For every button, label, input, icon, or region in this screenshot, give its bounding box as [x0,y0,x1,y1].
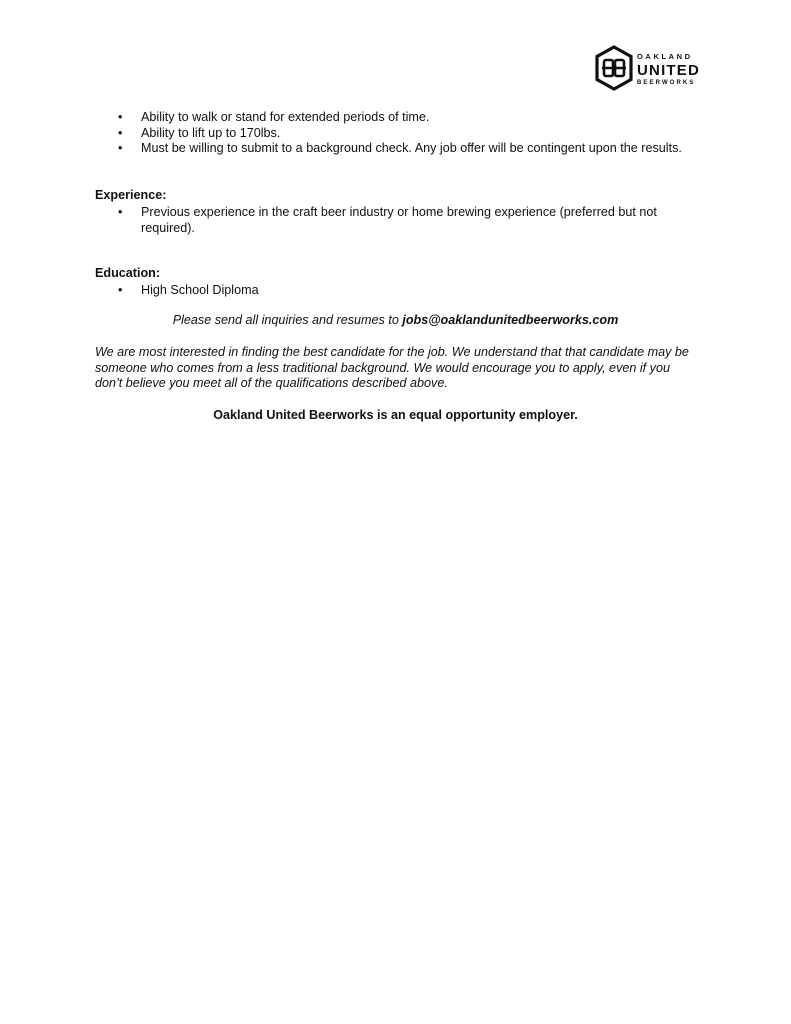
requirements-section [0,110,791,157]
experience-list [0,205,791,236]
requirements-list [0,110,791,157]
requirement-text: Must be willing to submit to a background check. Any job offer will be contingent upon the results. [141,141,682,155]
closing-paragraph: We are most interested in finding the best candidate for the job. We understand that that candidate may be someone who comes from a less traditional background. We would encourage you to apply, even if you don’t believe you meet all of the qualifications described above. [95,345,689,390]
contact-email-link[interactable]: jobs@oaklandunitedbeerworks.com [402,313,619,327]
bullet-icon: • [118,110,123,124]
education-text: High School Diploma [141,283,259,297]
experience-section [0,205,791,236]
requirement-text: Ability to walk or stand for extended periods of time. [141,110,430,124]
company-logo [594,45,706,91]
logo-wordmark [637,53,703,86]
bullet-icon: • [118,205,123,219]
bullet-icon: • [118,283,123,297]
bullet-icon: • [118,125,123,140]
list-item [0,126,701,142]
list-item [0,141,701,157]
list-item [0,205,701,236]
list-item [0,283,701,299]
bullet-icon: • [118,141,123,155]
experience-heading: Experience: [95,188,167,202]
education-section [0,283,791,299]
logo-line-1: OAKLAND [637,52,693,61]
list-item [0,110,701,126]
equal-opportunity-statement: Oakland United Beerworks is an equal opportunity employer. [213,408,578,422]
experience-text: Previous experience in the craft beer industry or home brewing experience (preferred but not required). [141,205,657,235]
contact-line [0,313,791,327]
logo-line-3: BEERWORKS [637,79,696,86]
hexagon-logo-icon [594,45,634,91]
education-list [0,283,791,299]
education-heading: Education: [95,266,161,280]
logo-line-2: UNITED [637,61,701,79]
requirement-text: Ability to lift up to 170lbs. [141,125,281,140]
contact-prefix: Please send all inquiries and resumes to [172,313,403,327]
